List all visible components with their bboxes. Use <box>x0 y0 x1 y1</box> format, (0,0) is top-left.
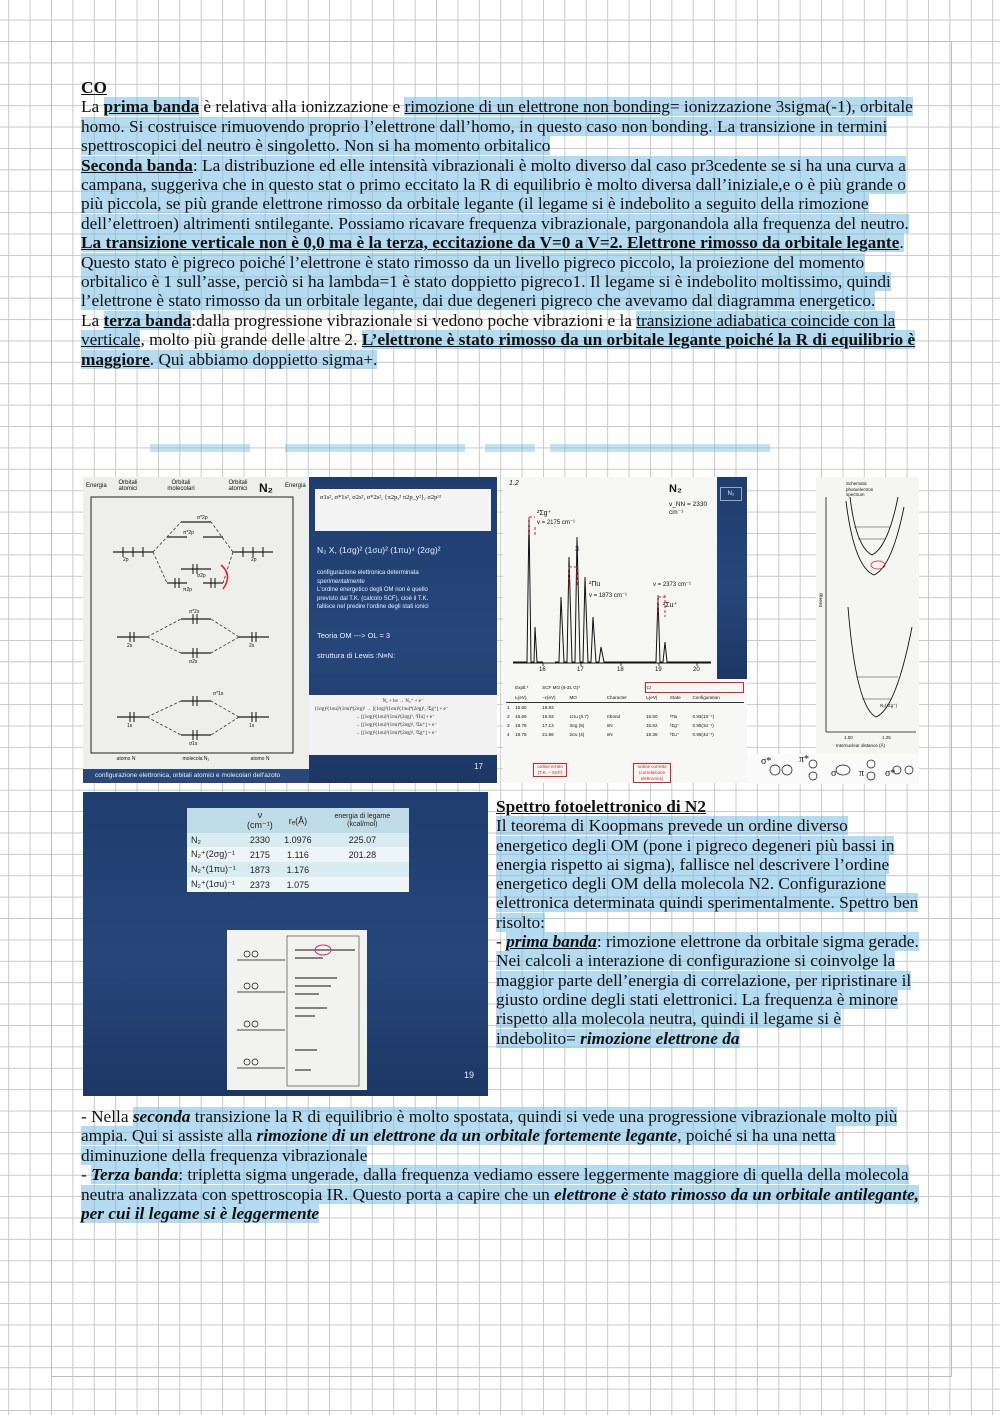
mo-level-4: π2p <box>183 587 193 593</box>
scf-r2c2: 17.13 <box>542 723 554 728</box>
curves-ylabel: Energy <box>818 592 823 607</box>
scf-r1c6: ²Πu <box>669 714 678 719</box>
scf-r1c0: 2 <box>507 714 510 719</box>
scf-r1c4: πbond <box>606 714 621 719</box>
scf-r0c0: 1 <box>507 705 510 710</box>
scf-r2c3: 3σg (5) <box>569 723 585 728</box>
scf-r0c2: 16.93 <box>542 705 554 710</box>
scf-r0c6 <box>669 703 692 713</box>
co-band3-paragraph <box>81 311 921 369</box>
mo-level-12: σ1s <box>189 741 198 747</box>
spectrum-peak1-v: v = 2175 cm⁻¹ <box>537 520 576 526</box>
scf-table <box>506 682 744 739</box>
spectrum-graphic <box>503 477 717 679</box>
spectrum-side-strip <box>717 477 747 679</box>
scf-s2: −ε(eV) <box>542 694 556 700</box>
co-b1-text2: = ionizzazione 3sigma(-1), orbitale homo. Si costruisce rimuovendo proprio l’elettrone dall’homo, in questo caso non bonding. La transizione in termini spettroscopici del neutro è singoletto. Non si ha momento orbitalico <box>81 97 913 156</box>
config-reaction-head: N₂ + hν → N₂⁺ + e⁻ <box>382 699 424 704</box>
mo-strip-label-2: π* <box>799 754 810 765</box>
mo-level-7: σ*2s <box>189 609 200 615</box>
scf-h2: SCF MO (6-31 G)* <box>542 685 581 690</box>
spectrum-peak2-v: v = 1873 cm⁻¹ <box>589 593 628 599</box>
scf-r2c6: ²Σg⁺ <box>669 723 680 728</box>
config-ground-state: N₂ X, (1σg)² (1σu)² (1πu)⁴ (2σg)² <box>317 545 441 555</box>
co-b3-underlined: transizione adiabatica coincide con la verticale <box>81 310 896 350</box>
co-b3-text1: :dalla progressione vibrazionale si vedono poche vibrazioni e la <box>191 310 637 330</box>
scf-r2c7: 0.95(3σ⁻¹) <box>692 723 714 728</box>
n2-b1-text: : rimozione elettrone da orbitale sigma gerade. Nei calcoli a interazione di configurazione si coinvolge la maggior parte dell’energia di correlazione, per ripristinare il giusto ordine degli stati elettronici. La frequenza è minore rispetto alla molecola neutra, quindi il legame si è indebolito= <box>496 932 919 1048</box>
n2-b3-text: : tripletta sigma ungerade, dalla frequenza vediamo essere leggermente maggiore di quella della molecola neutra analizzata con spettroscopia IR. Questo porta a capire che un <box>81 1165 909 1204</box>
spectrum-tick-1: 16 <box>539 667 546 673</box>
n2-b2-text1: transizione la R di equilibrio è molto spostata, quindi si vede una progressione vibrazionale molto più ampia. Qui si assiste alla <box>81 1107 898 1146</box>
config-reaction-1: (1σg)²(1σu)²(1πu)⁴(2σg)² → [(1σg)²(1σu)²(1πu)⁴(2σg)¹, ²Σg⁺] + e⁻ <box>315 707 449 712</box>
config-note-4: previsto dal T.K. (calcolo SCF), cioè il T.K. <box>317 595 429 602</box>
scf-r2c5: 16.62 <box>646 723 658 728</box>
co-b2-bold: La transizione verticale non è 0,0 ma è la terza, eccitazione da V=0 a V=2. Elettrone rimosso da orbitale legante <box>81 233 900 253</box>
co-b2-text2: . Questo stato è pigreco poiché l’elettrone è stato rimosso da un livello pigreco piccolo, la proiezione del momento orbitalico è 1 sull’asse, perciò si ha lambda=1 è stato doppietto pigreco1. Il legame si è indebolito moltissimo, quindi l’elettrone è stato rimosso da un orbitale legante, dai due degeneri pigreco che avevamo dal diagramma energetico. <box>81 233 904 311</box>
mo-level-2: π*2p <box>183 530 194 536</box>
mo-atom-right: atomo N <box>250 756 270 762</box>
n2-intro-text: Il teorema di Koopmans prevede un ordine diverso energetico degli OM (pone i pigreco degeneri più bassi in energia rispetto ai sigma), fallisce nel descrivere l’ordine energetico degli OM della molecola N2. Configurazione elettronica determinata quindi sperimentalmente. Spettro ben risolto: <box>496 816 919 932</box>
scf-s5: Iᵥ(eV) <box>646 695 658 700</box>
n2-b1-heading: prima banda <box>506 932 597 952</box>
n2-band2 <box>81 1107 921 1165</box>
n2-bottom-section <box>81 1107 921 1223</box>
n2-b2-heading: seconda <box>132 1107 191 1126</box>
co-b2-heading: Seconda banda <box>81 155 193 175</box>
scf-h5: CI <box>645 683 744 693</box>
table-row <box>187 862 409 877</box>
ion-r0c3: 225.07 <box>348 835 377 845</box>
config-reaction-2: → [(1σg)²(1σu)²(1πu)³(2σg)², ²Πu] + e⁻ <box>355 715 435 720</box>
mo-diagram-graphic <box>83 477 309 783</box>
ion-r2c3 <box>316 862 409 877</box>
co-b1-text1: è relativa alla ionizzazione e <box>199 97 405 117</box>
mo-level-8: σ2s <box>189 659 198 665</box>
n2-b2-prefix: - Nella <box>81 1107 133 1126</box>
ion-r2c1: 1873 <box>249 864 270 875</box>
co-b1-heading: prima banda <box>103 97 200 117</box>
scf-r2c4: nN <box>606 723 613 728</box>
pe-spectrum-slide <box>503 477 717 679</box>
scf-s4: Character <box>606 694 627 700</box>
co-b1-underlined: rimozione di un elettrone non bonding <box>404 97 670 117</box>
spectrum-tick-2: 17 <box>577 667 584 673</box>
config-reaction-3: → [(1σg)²(1σu)¹(1πu)⁴(2σg)², ²Σu⁺] + e⁻ <box>355 723 437 728</box>
scf-r3c5: 18.36 <box>646 732 658 737</box>
scf-r3c4: nN <box>606 732 613 737</box>
scf-s1: Iᵥ(eV) <box>515 694 527 700</box>
co-section <box>81 78 921 369</box>
n2-band1 <box>496 932 920 1048</box>
scf-r0c4 <box>606 703 645 713</box>
scf-foot-wrong: ordine errato (T.K. – SCF) <box>533 763 567 777</box>
config-lewis: struttura di Lewis :N≡N: <box>317 651 396 660</box>
scf-r0c5 <box>645 703 669 713</box>
ion-r3c2: 1.075 <box>286 879 310 890</box>
config-formula: σ1s², σ*1s², σ2s², σ*2s², {π2pₓ² π2p_y²}, σ2pᶻ² <box>320 494 442 501</box>
table-row <box>506 730 744 739</box>
mo-col2-label: Orbitali molecolari <box>167 480 195 492</box>
n2-b2-bold: rimozione di un elettrone da un orbitale fortemente legante <box>256 1126 678 1146</box>
co-b3-heading: terza banda <box>103 310 192 330</box>
table-row <box>506 712 744 721</box>
mo-level-13: 1s <box>127 723 133 729</box>
co-b3-text3: . Qui abbiamo doppietto sigma+. <box>149 349 378 369</box>
ion-table-header <box>187 808 409 833</box>
scf-r3c7: 0.95(4σ⁻¹) <box>692 732 714 737</box>
mo-level-1: σ*2p <box>197 515 208 521</box>
scf-r1c5: 16.50 <box>646 714 658 719</box>
scf-r3c3: 2σu (4) <box>569 732 585 737</box>
n2-b3-heading: Terza banda <box>91 1165 179 1185</box>
spectrum-tick-5: 20 <box>693 667 700 673</box>
co-b3-bold: L’elettrone è stato rimosso da un orbitale legante poiché la R di equilibrio è maggiore <box>81 330 916 369</box>
mo-energia-right: Energia <box>285 483 306 489</box>
mo-level-14: 1s <box>249 723 255 729</box>
co-b3-prefix: La <box>81 310 104 330</box>
highlight-strokes <box>150 444 770 454</box>
mo-slide-caption: configurazione elettronica, orbitali atomici e molecolari dell'azoto <box>95 772 281 779</box>
spectrum-panel-id: 1.2 <box>509 480 519 487</box>
table-row <box>187 877 409 892</box>
mo-level-5: 2p <box>123 557 129 563</box>
curves-header: Schematic photoelectron spectrum <box>846 481 874 497</box>
curves-tick-2: 1.25 <box>882 735 891 740</box>
scf-r3c1: 18.78 <box>515 732 527 737</box>
scf-r2c0: 3 <box>507 723 510 728</box>
curves-tick-1: 1.00 <box>844 735 853 740</box>
ion-h3: energia di legame (kcal/mol) <box>334 812 391 828</box>
spectrum-peak3-state: ²Σu⁺ <box>663 602 678 609</box>
mo-strip-label-5: σ* <box>885 768 896 779</box>
co-band1-paragraph <box>81 97 921 155</box>
ion-r1c1: 2175 <box>249 849 270 860</box>
co-b2-text1: : La distribuzione ed elle intensità vibrazionali è molto diverso dal caso pr3cedente se si ha una curva a campana, suggeriva che in questo stat o primo eccitato la R di equilibrio è molto diversa dall’iniziale,e o è più grande o più piccola, se più grande elettrone rimosso da orbitale legante (il legame si è indebolito a seguito della rimozione dell’elettroen) altrimenti sntilegante. Possiamo ricavare frequenza vibrazionale, pargonandola alla frequenza del neutro. <box>81 155 909 233</box>
n2-b3-dash: - <box>81 1165 92 1185</box>
scf-r3c2: 21.86 <box>542 732 554 737</box>
co-band2-paragraph <box>81 156 921 311</box>
n2-b1-dash: - <box>496 932 507 952</box>
mo-molecule-label: molecola N₂ <box>182 756 210 762</box>
ion-h1: ν (cm⁻¹) <box>247 810 273 830</box>
n2-band3 <box>81 1165 921 1223</box>
table-row <box>506 721 744 730</box>
co-b3-text2: , molto più grande delle altre 2. <box>140 330 362 350</box>
n2-section <box>496 797 920 1048</box>
config-note-3: L'ordine energetico degli OM non è quello <box>317 587 428 593</box>
mo-level-6: 2p <box>251 557 257 563</box>
ion-r1c2: 1.116 <box>286 849 309 860</box>
mo-symmetry-strip <box>747 754 919 784</box>
scf-h1: Exptl.* <box>515 685 529 690</box>
curves-xlabel: Internuclear distance (Å) <box>836 743 886 748</box>
mo-col3-label: Orbitali atomici <box>228 480 248 492</box>
n2-b1-bold: rimozione elettrone da <box>580 1028 740 1048</box>
n2-pes-graphic <box>227 930 367 1090</box>
co-title: CO <box>81 78 107 97</box>
configuration-slide <box>309 477 497 783</box>
table-row <box>187 847 409 862</box>
scf-r0c3 <box>568 703 605 713</box>
n2-ion-table-slide <box>83 792 488 1096</box>
scf-r2c1: 18.78 <box>515 723 527 728</box>
potential-curves-slide <box>816 477 919 754</box>
spectrum-tick-3: 18 <box>617 667 624 673</box>
mo-col1-label: Orbitali atomici <box>118 480 138 492</box>
mo-n2-title: N₂ <box>259 481 273 495</box>
scf-header-row <box>506 683 744 693</box>
ion-r0c2: 1.0976 <box>284 835 312 845</box>
ion-r1c0: N₂⁺(2σg)⁻¹ <box>191 849 236 859</box>
spectrum-peak2-label: 3 <box>575 546 579 553</box>
scf-r1c2: 16.93 <box>542 714 554 719</box>
scf-table-slide <box>503 679 747 783</box>
mo-strip-label-1: σ* <box>761 756 772 767</box>
mo-energia-left: Energia <box>86 483 107 489</box>
ion-r3c1: 2373 <box>249 879 270 890</box>
config-note-1: configurazione elettronica determinata <box>317 570 419 576</box>
config-note-2: sperimentalmente <box>317 578 365 585</box>
ion-h0 <box>187 808 240 833</box>
table-row <box>506 703 744 713</box>
config-om-theory: Teoria OM ---> OL = 3 <box>317 631 391 640</box>
curves-state-n2: N₂(¹Σg⁺) <box>880 703 898 708</box>
scf-r1c7: 0.93(1π⁻¹) <box>692 714 715 719</box>
spectrum-vnn: v_NN = 2330 cm⁻¹ <box>669 501 708 516</box>
ion-r2c0: N₂⁺(1πu)⁻¹ <box>191 864 236 874</box>
mo-diagram-slide <box>83 477 309 783</box>
ion-h2: rₑ(Å) <box>288 815 308 826</box>
scf-s3: MO <box>569 694 577 700</box>
spectrum-peak1-state: ²Σg⁺ <box>537 510 552 517</box>
ion-r0c0: N₂ <box>191 835 201 845</box>
scf-r0c7 <box>691 703 743 713</box>
scf-r3c0: 4 <box>507 732 510 737</box>
scf-s7: Configuration <box>692 695 720 700</box>
mo-strip-label-4: π <box>859 768 865 779</box>
scf-r1c1: 16.69 <box>515 714 527 719</box>
scf-r1c3: 1πu (0.7) <box>569 714 589 719</box>
scf-s0 <box>506 693 514 703</box>
ion-r3c3 <box>316 877 409 892</box>
scf-r3c6: ²Σu⁺ <box>669 732 680 737</box>
co-b1-prefix: La <box>81 97 104 117</box>
table-row <box>187 833 409 847</box>
scf-s6: State <box>669 695 681 700</box>
config-note-5: fallisce nel predire l'ordine degli stati ionici <box>317 604 429 610</box>
n2-ion-table <box>187 808 409 892</box>
n2-title: Spettro fotoelettronico di N2 <box>496 797 707 816</box>
scf-r0c1: 15.60 <box>515 705 527 710</box>
config-reaction-box <box>309 695 497 755</box>
spectrum-peak2-state: ²Πu <box>589 581 601 588</box>
mo-strip-label-3: σ <box>831 768 837 779</box>
spectrum-title: N₂ <box>669 483 682 495</box>
config-page-number: 17 <box>474 762 483 771</box>
n2-pes-image <box>227 930 367 1090</box>
mo-level-9: 2s <box>127 643 133 649</box>
scf-h0 <box>506 683 514 693</box>
mo-level-3: σ2p <box>197 573 206 579</box>
ion-r2c2: 1.176 <box>286 864 310 875</box>
spectrum-peak3-v: v = 2373 cm⁻¹ <box>653 582 692 588</box>
n2-b3-bold: elettrone è stato rimosso da un orbitale antilegante, per cui il legame si è leggermente <box>81 1184 919 1224</box>
mo-level-10: 2s <box>249 643 255 649</box>
curves-graphic <box>816 477 919 754</box>
mo-level-11: σ*1s <box>213 691 224 697</box>
spectrum-badge: N₂ <box>720 487 742 501</box>
mo-atom-left: atomo N <box>116 756 136 762</box>
config-reaction-4: → [(1σg)¹(1σu)²(1πu)⁴(2σg)², ²Σg⁺] + e⁻ <box>355 731 437 736</box>
n2-intro <box>496 816 920 932</box>
ion-r0c1: 2330 <box>249 835 270 845</box>
ion-slide-page-number: 19 <box>463 1070 474 1080</box>
n2-b2-text2: , poiché si ha una netta diminuzione della frequenza vibrazionale <box>81 1126 836 1165</box>
spectrum-tick-4: 19 <box>655 667 662 673</box>
ion-r3c0: N₂⁺(1σu)⁻¹ <box>191 879 236 889</box>
config-notes <box>317 569 493 612</box>
ion-r1c3: 201.28 <box>348 849 377 860</box>
config-formula-box <box>315 489 491 531</box>
scf-sub-row <box>506 693 744 703</box>
scf-foot-right: ordine corretto (correlazione elettronica) <box>633 763 671 783</box>
